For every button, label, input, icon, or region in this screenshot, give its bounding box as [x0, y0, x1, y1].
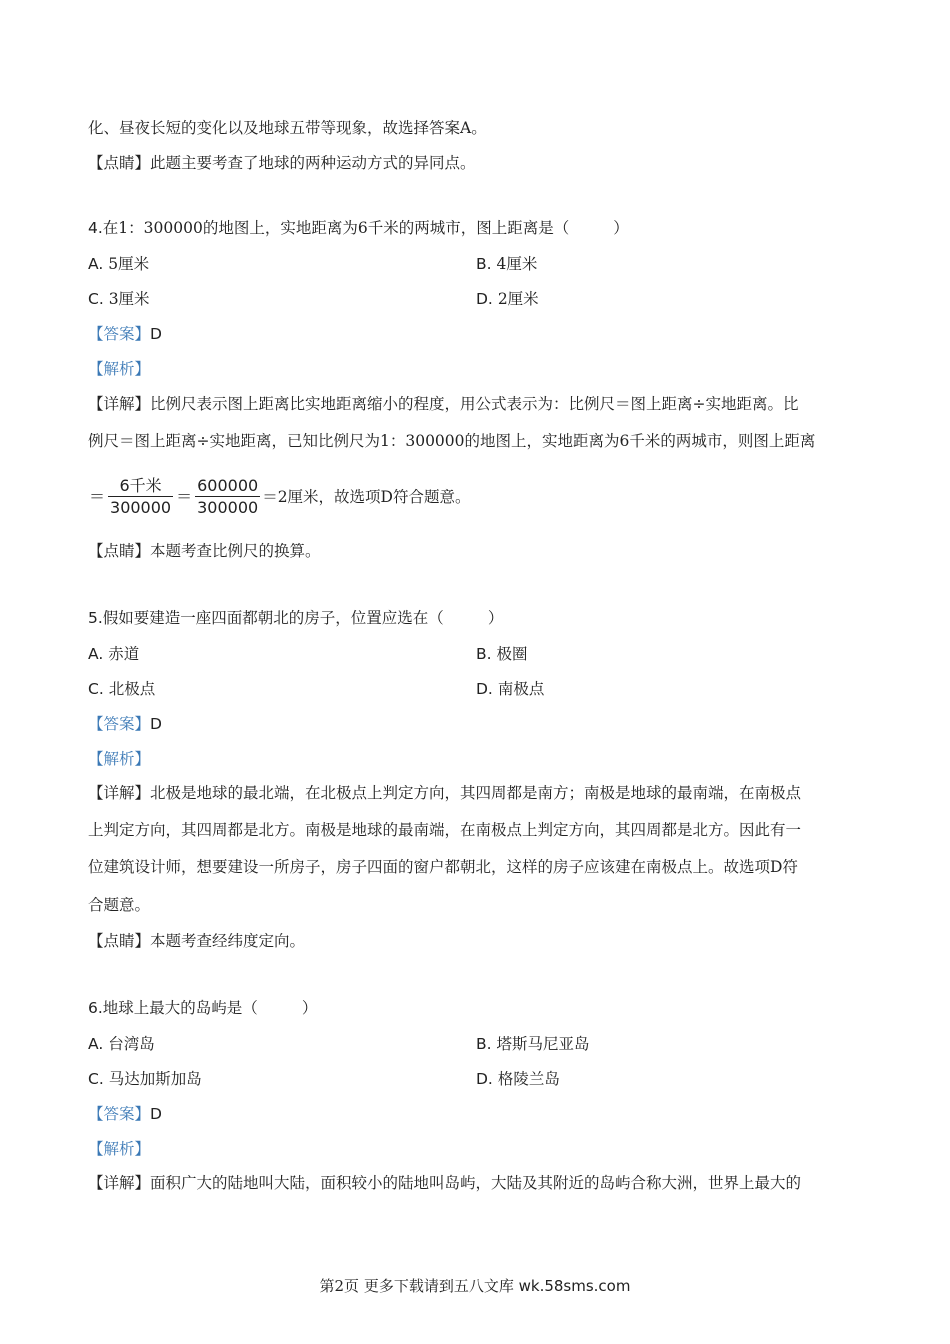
analysis-tag: 【解析】	[88, 1140, 151, 1158]
detail-line	[88, 394, 799, 414]
fraction-denominator: 300000	[110, 498, 172, 517]
formula-line	[88, 476, 470, 517]
fraction-numerator: 6千米	[119, 476, 162, 495]
option-key: A.	[88, 255, 104, 273]
analysis-tag: 【解析】	[88, 360, 151, 378]
note-text: 此题主要考查了地球的两种运动方式的异同点。	[150, 154, 476, 172]
note-line	[88, 153, 476, 173]
option-key: B.	[476, 645, 492, 663]
detail-line	[88, 783, 801, 803]
note-text: 本题考查经纬度定向。	[150, 932, 306, 950]
question-4-stem	[88, 218, 629, 238]
option-text: 马达加斯加岛	[108, 1070, 202, 1088]
equals-sign: ＝	[176, 486, 193, 506]
detail-text: 比例尺表示图上距离比实地距离缩小的程度，用公式表示为：比例尺＝图上距离÷实地距离。比	[150, 395, 799, 413]
option-key: C.	[88, 290, 104, 308]
answer-line	[88, 324, 162, 344]
note-tag: 【点睛】	[88, 154, 151, 172]
answer-tag: 【答案】	[88, 715, 151, 733]
option-key: A.	[88, 1035, 104, 1053]
fraction-numerator: 600000	[197, 476, 259, 495]
option-a	[88, 1034, 155, 1054]
page-footer	[0, 1275, 950, 1296]
paren-close: ）	[487, 609, 504, 627]
detail-text: 北极是地球的最北端，在北极点上判定方向，其四周都是南方；南极是地球的最南端，在南极点	[150, 784, 802, 802]
question-text: 在1：300000的地图上，实地距离为6千米的两城市，图上距离是（	[102, 219, 570, 237]
detail-tag: 【详解】	[88, 1174, 151, 1192]
paren-close: ）	[613, 219, 629, 237]
option-key: D.	[476, 680, 493, 698]
option-text: 4厘米	[496, 255, 538, 273]
option-c	[88, 1069, 202, 1089]
option-b	[476, 1034, 590, 1054]
option-text: 赤道	[108, 645, 140, 663]
option-key: C.	[88, 1070, 104, 1088]
question-number: 4.	[88, 219, 103, 237]
option-c	[88, 679, 155, 699]
option-text: 3厘米	[108, 290, 150, 308]
question-number: 5.	[88, 609, 103, 627]
fraction	[195, 476, 260, 517]
detail-line	[88, 1173, 801, 1193]
footer-link[interactable]: 更多下载请到五八文库 wk.58sms.com	[363, 1277, 631, 1295]
option-d	[476, 679, 544, 699]
option-a	[88, 254, 149, 274]
option-text: 塔斯马尼亚岛	[496, 1035, 590, 1053]
detail-tag: 【详解】	[88, 784, 151, 802]
note-tag: 【点睛】	[88, 542, 151, 560]
detail-line: 例尺＝图上距离÷实地距离，已知比例尺为1：300000的地图上，实地距离为6千米的两城市，则图上距离	[88, 432, 816, 450]
option-key: D.	[476, 1070, 493, 1088]
question-5-stem	[88, 608, 503, 628]
option-text: 5厘米	[108, 255, 150, 273]
option-d	[476, 1069, 560, 1089]
fraction-denominator: 300000	[197, 498, 259, 517]
option-text: 极圈	[496, 645, 528, 663]
note-tag: 【点睛】	[88, 932, 151, 950]
option-text: 2厘米	[497, 290, 539, 308]
note-line	[88, 931, 305, 951]
detail-text: 面积广大的陆地叫大陆，面积较小的陆地叫岛屿，大陆及其附近的岛屿合称大洲，世界上最大的	[150, 1174, 802, 1192]
option-key: C.	[88, 680, 104, 698]
answer-tag: 【答案】	[88, 325, 151, 343]
question-text: 假如要建造一座四面都朝北的房子，位置应选在（	[102, 609, 444, 627]
detail-tag: 【详解】	[88, 395, 151, 413]
option-key: B.	[476, 1035, 492, 1053]
answer-line	[88, 1104, 162, 1124]
option-b	[476, 254, 537, 274]
option-text: 台湾岛	[108, 1035, 155, 1053]
answer-value: D	[150, 715, 162, 733]
analysis-tag: 【解析】	[88, 750, 151, 768]
equals-sign: ＝	[89, 486, 106, 506]
option-key: B.	[476, 255, 492, 273]
paragraph: 化、昼夜长短的变化以及地球五带等现象，故选择答案A。	[88, 119, 487, 137]
detail-line: 合题意。	[88, 896, 151, 914]
option-key: D.	[476, 290, 493, 308]
option-c	[88, 289, 150, 309]
detail-line: 位建筑设计师，想要建设一所房子，房子四面的窗户都朝北，这样的房子应该建在南极点上。故选项D符	[88, 858, 798, 876]
formula-tail: ＝2厘米，故选项D符合题意。	[262, 487, 471, 506]
answer-tag: 【答案】	[88, 1105, 151, 1123]
note-line	[88, 541, 321, 561]
answer-value: D	[150, 1105, 162, 1123]
answer-value: D	[150, 325, 162, 343]
option-key: A.	[88, 645, 104, 663]
fraction	[108, 476, 173, 517]
option-text: 南极点	[497, 680, 545, 698]
answer-line	[88, 714, 162, 734]
page-number: 第2页	[319, 1277, 360, 1295]
option-text: 北极点	[108, 680, 156, 698]
paren-close: ）	[301, 999, 318, 1017]
question-text: 地球上最大的岛屿是（	[102, 999, 258, 1017]
option-a	[88, 644, 139, 664]
note-text: 本题考查比例尺的换算。	[150, 542, 321, 560]
question-number: 6.	[88, 999, 103, 1017]
option-b	[476, 644, 528, 664]
option-d	[476, 289, 539, 309]
detail-line: 上判定方向，其四周都是北方。南极是地球的最南端，在南极点上判定方向，其四周都是北方。因此有一	[88, 821, 802, 839]
option-text: 格陵兰岛	[497, 1070, 560, 1088]
question-6-stem	[88, 998, 317, 1018]
